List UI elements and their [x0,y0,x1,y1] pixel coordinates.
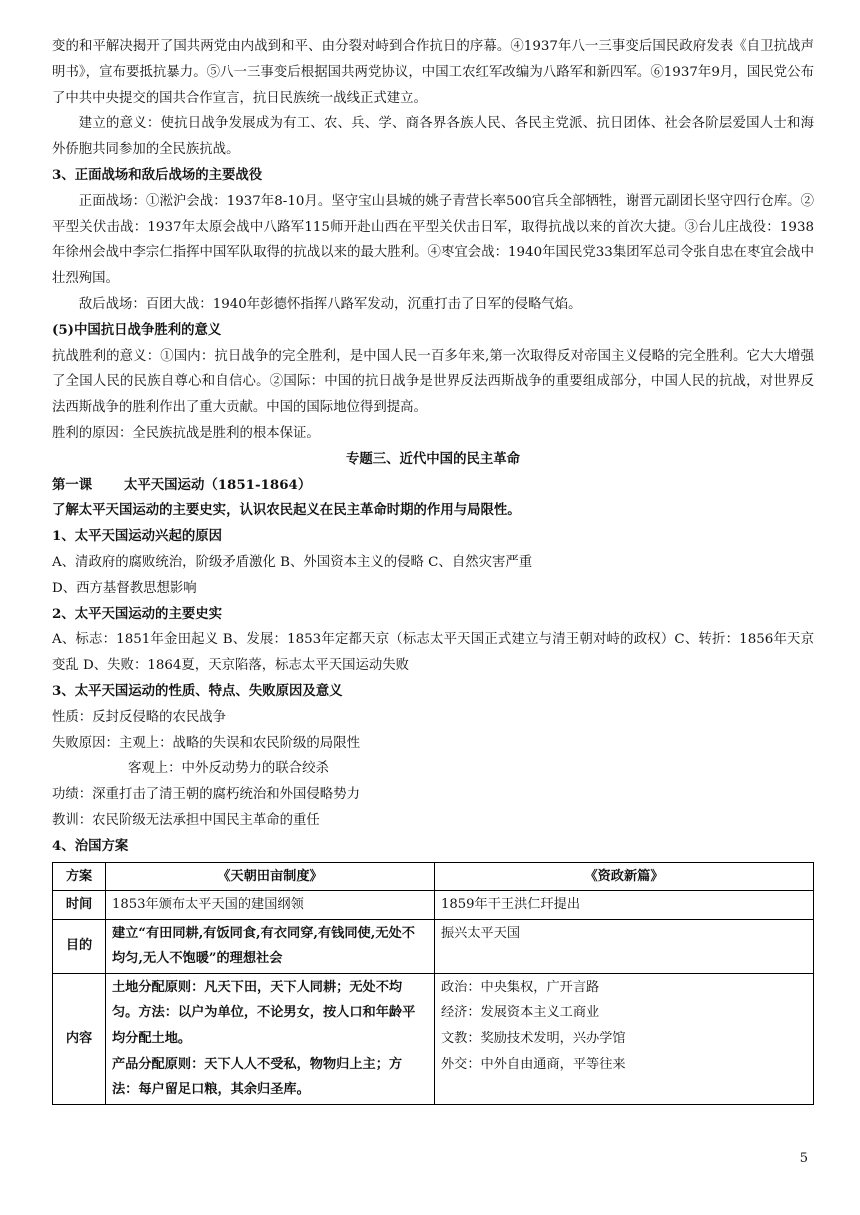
topic-title: 专题三、近代中国的民主革命 [345,450,521,467]
lesson-title [52,473,814,499]
table-header-cell: 《资政新篇》 [435,862,814,891]
lesson-number: 第一课 [52,476,93,493]
paragraph: D、西方基督教思想影响 [52,580,197,596]
lesson-name: 太平天国运动（1851-1864） [124,476,312,493]
table-cell: 振兴太平天国 [435,919,814,973]
table-cell: 建立“有田同耕,有饭同食,有衣同穿,有钱同使,无处不均匀,无人不饱暖”的理想社会 [106,919,435,973]
cell-line: 政治：中央集权，广开言路 [441,979,600,995]
row-label: 内容 [53,973,106,1104]
table-cell: 1853年颁布太平天国的建国纲领 [106,891,435,920]
paragraph: 变的和平解决揭开了国共两党由内战到和平、由分裂对峙到合作抗日的序幕。④1937年八一三事变后国民政府发表《自卫抗战声明书》，宣布要抵抗暴力。⑤八一三事变后根据国共两党协议，中国工农红军改编为八路军和新四军。⑥1937年9月，国民党公布了中共中央提交的国共合作宣言，抗日民族统一战线正式建立。 [52,39,814,106]
table-header-cell: 《天朝田亩制度》 [106,862,435,891]
paragraph: 教训：农民阶级无法承担中国民主革命的重任 [52,812,320,828]
section-heading: (5)中国抗日战争胜利的意义 [52,321,222,338]
section-heading: 3、正面战场和敌后战场的主要战役 [52,166,263,183]
section-heading: 1、太平天国运动兴起的原因 [52,528,223,545]
table-cell [435,973,814,1104]
cell-line: 外交：中外自由通商，平等往来 [441,1056,626,1072]
section-heading: 2、太平天国运动的主要史实 [52,605,223,622]
paragraph: 功绩：深重打击了清王朝的腐朽统治和外国侵略势力 [52,787,360,803]
paragraph: 敌后战场：百团大战：1940年彭德怀指挥八路军发动，沉重打击了日军的侵略气焰。 [78,296,582,312]
learning-goal: 了解太平天国运动的主要史实，认识农民起义在民主革命时期的作用与局限性。 [52,502,521,519]
paragraph: 建立的意义：使抗日战争发展成为有工、农、兵、学、商各界各族人民、各民主党派、抗日团体、社会各阶层爱国人士和海外侨胞共同参加的全民族抗战。 [52,116,814,158]
paragraph: 胜利的原因：全民族抗战是胜利的根本保证。 [52,425,320,441]
governance-plan-table [52,862,814,1105]
table-row [53,919,814,973]
table-cell: 1859年干王洪仁玕提出 [435,891,814,920]
section-heading: 4、治国方案 [52,837,129,854]
row-label: 时间 [53,891,106,920]
cell-line: 经济：发展资本主义工商业 [441,1005,600,1021]
paragraph: 客观上：中外反动势力的联合绞杀 [128,761,329,777]
cell-line: 产品分配原则：天下人人不受私，物物归上主；方法：每户留足口粮，其余归圣库。 [112,1056,403,1098]
paragraph: A、标志：1851年金田起义 B、发展：1853年定都天京（标志太平天国正式建立与清王朝对峙的政权）C、转折：1856年天京变乱 D、失败：1864夏，天京陷落，标志太平天国运动失败 [52,632,814,674]
cell-line: 土地分配原则：凡天下田，天下人同耕；无处不均匀。方法：以户为单位，不论男女，按人口和年龄平均分配土地。 [112,979,416,1047]
page-content [52,34,814,1105]
paragraph: A、清政府的腐败统治，阶级矛盾激化 B、外国资本主义的侵略 C、自然灾害严重 [52,554,533,570]
table-header-cell: 方案 [53,862,106,891]
table-row [53,891,814,920]
paragraph: 抗战胜利的意义：①国内：抗日战争的完全胜利，是中国人民一百多年来,第一次取得反对帝国主义侵略的完全胜利。它大大增强了全国人民的民族自尊心和自信心。②国际：中国的抗日战争是世界反法西斯战争的重要组成部分，中国人民的抗战，对世界反法西斯战争的胜利作出了重大贡献。中国的国际地位得到提高。 [52,348,814,416]
table-header-row [53,862,814,891]
page-number: 5 [799,1151,808,1166]
paragraph: 正面战场：①淞沪会战：1937年8-10月。坚守宝山县城的姚子青营长率500官兵全部牺牲，谢晋元副团长坚守四行仓库。②平型关伏击战：1937年太原会战中八路军115师开赴山西在平型关伏击日军，取得抗战以来的首次大捷。③台儿庄战役：1938年徐州会战中李宗仁指挥中国军队取得的抗战以来的最大胜利。④枣宜会战：1940年国民党33集团军总司令张自忠在枣宜会战中壮烈殉国。 [52,193,814,287]
row-label: 目的 [53,919,106,973]
cell-line: 文教：奖励技术发明，兴办学馆 [441,1031,626,1047]
table-row [53,973,814,1104]
paragraph: 失败原因：主观上：战略的失误和农民阶级的局限性 [52,735,360,751]
table-cell [106,973,435,1104]
section-heading: 3、太平天国运动的性质、特点、失败原因及意义 [52,682,343,699]
paragraph: 性质：反封反侵略的农民战争 [52,709,227,725]
